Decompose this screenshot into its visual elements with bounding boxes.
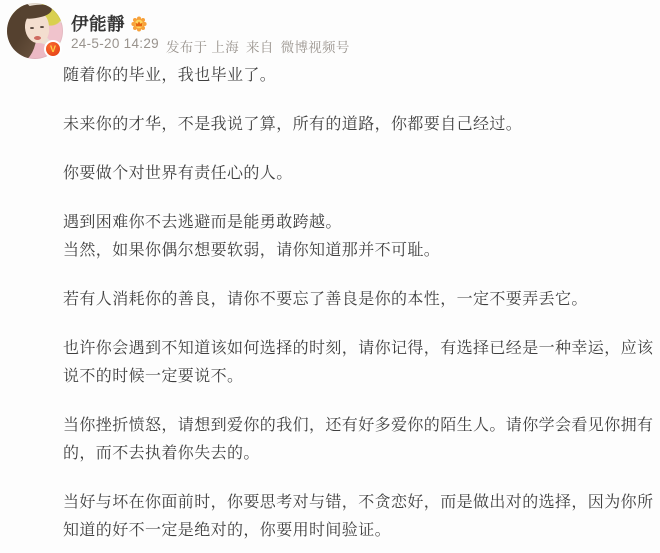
post-timestamp: 24-5-20 14:29 <box>71 36 159 51</box>
post-paragraph <box>63 209 657 265</box>
verified-letter: V <box>49 43 56 54</box>
post-text-line: 若有人消耗你的善良，请你不要忘了善良是你的本性，一定不要弄丢它。 <box>63 291 588 308</box>
post-paragraph <box>63 489 657 545</box>
post-location: 发布于 上海 <box>165 40 240 55</box>
post-paragraph <box>63 111 657 139</box>
avatar-lips <box>34 36 41 40</box>
post-paragraph <box>63 62 657 90</box>
post-text-line: 知道的好不一定是绝对的，你要用时间验证。 <box>63 522 392 539</box>
post-text-line: 你要做个对世界有责任心的人。 <box>63 165 293 182</box>
post-text-line: 的，而不去执着你失去的。 <box>63 445 260 462</box>
avatar-eye <box>30 27 34 29</box>
source-channel-link[interactable]: 微博视频号 <box>280 40 350 55</box>
post-body <box>63 62 657 553</box>
post-paragraph <box>63 160 657 188</box>
verified-v-badge-icon <box>44 40 62 58</box>
post-text-line: 当好与坏在你面前时，你要思考对与错，不贪恋好，而是做出对的选择，因为你所 <box>63 494 654 511</box>
post-text-line: 随着你的毕业，我也毕业了。 <box>63 67 277 84</box>
post-text-line: 遇到困难你不去逃避而是能勇敢跨越。 <box>63 214 342 231</box>
avatar-eye <box>40 26 44 28</box>
vip-crown-badge-icon <box>131 16 147 32</box>
post-text-line: 未来你的才华，不是我说了算，所有的道路，你都要自己经过。 <box>63 116 523 133</box>
post-text-line: 当然，如果你偶尔想要软弱，请你知道那并不可耻。 <box>63 242 441 259</box>
post-paragraph <box>63 335 657 391</box>
post-text-line: 当你挫折愤怒，请想到爱你的我们，还有好多爱你的陌生人。请你学会看见你拥有 <box>63 417 654 434</box>
post-meta <box>71 36 350 56</box>
author-row <box>71 11 147 36</box>
post-paragraph <box>63 412 657 468</box>
author-name[interactable]: 伊能靜 <box>71 14 125 34</box>
source-label: 来自 <box>246 40 274 55</box>
post-text-line: 说不的时候一定要说不。 <box>63 368 244 385</box>
post-text-line: 也许你会遇到不知道该如何选择的时刻，请你记得，有选择已经是一种幸运，应该 <box>63 340 654 357</box>
post-paragraph <box>63 286 657 314</box>
